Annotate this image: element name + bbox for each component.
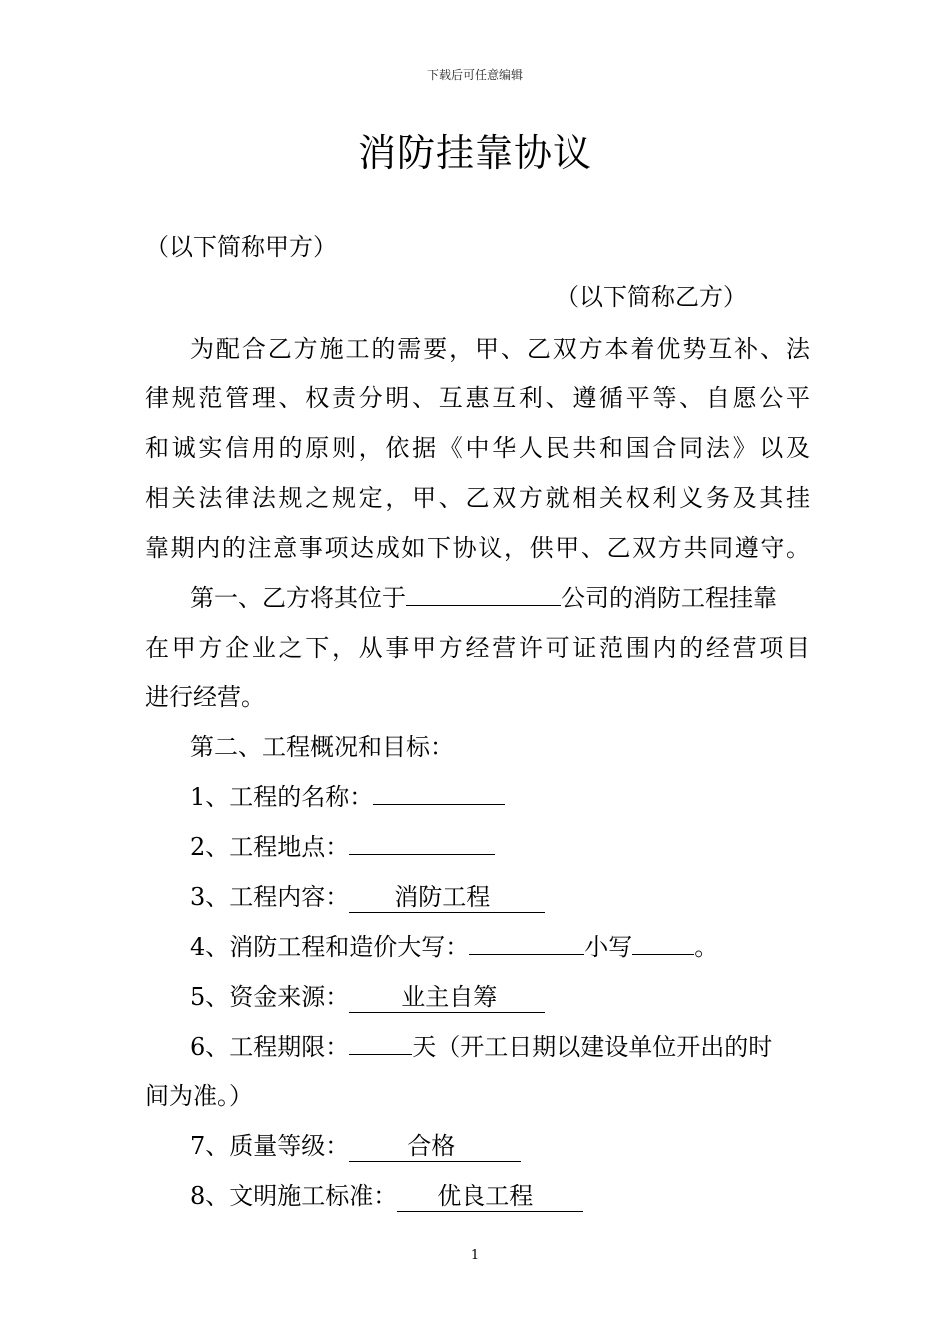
project-name-blank[interactable] [373, 774, 505, 805]
item-5-label: 5、资金来源： [190, 983, 350, 1011]
article1-line-2: 在甲方企业之下，从事甲方经营许可证范围内的经营项目 [145, 634, 810, 662]
civilized-standard-value: 优良工程 [437, 1182, 534, 1210]
duration-blank[interactable] [349, 1024, 412, 1055]
item-8 [190, 1171, 810, 1221]
item-1 [190, 772, 810, 822]
article2-heading: 第二、工程概况和目标： [190, 733, 454, 761]
article1-suffix: 公司的消防工程挂靠 [561, 584, 777, 612]
page-number: 1 [470, 1248, 480, 1263]
project-content-field[interactable] [349, 882, 545, 913]
project-content-value: 消防工程 [394, 883, 491, 911]
party-a-line: （以下简称甲方） [145, 233, 337, 261]
intro-line-4: 相关法律法规之规定，甲、乙双方就相关权利义务及其挂 [145, 484, 810, 512]
item-4-end: 。 [694, 933, 719, 961]
item-2-label: 2、工程地点： [190, 833, 350, 861]
item-4-label: 4、消防工程和造价大写： [190, 933, 470, 961]
project-location-blank[interactable] [349, 824, 495, 855]
item-5 [190, 972, 810, 1022]
funding-source-value: 业主自筹 [401, 983, 498, 1011]
article1-line-1 [190, 573, 810, 623]
item-7-label: 7、质量等级： [190, 1132, 350, 1160]
item-6-line-2: 间为准。） [145, 1082, 253, 1110]
item-3 [190, 872, 810, 922]
quality-grade-value: 合格 [407, 1132, 456, 1160]
intro-line-5: 靠期内的注意事项达成如下协议，供甲、乙双方共同遵守。 [145, 534, 810, 562]
intro-line-1: 为配合乙方施工的需要，甲、乙双方本着优势互补、法 [190, 335, 810, 363]
item-7 [190, 1121, 810, 1171]
party-b-line: （以下简称乙方） [555, 283, 747, 311]
civilized-standard-field[interactable] [397, 1181, 583, 1212]
document-title: 消防挂靠协议 [357, 131, 592, 175]
item-1-label: 1、工程的名称： [190, 783, 374, 811]
item-3-label: 3、工程内容： [190, 883, 350, 911]
item-4 [190, 922, 810, 972]
cost-lowercase-blank[interactable] [632, 924, 694, 955]
item-6-label: 6、工程期限： [190, 1033, 350, 1061]
page-header: 下载后可任意编辑 [426, 68, 523, 82]
quality-grade-field[interactable] [349, 1131, 521, 1162]
article1-line-3: 进行经营。 [145, 683, 265, 711]
cost-uppercase-blank[interactable] [469, 924, 584, 955]
item-8-label: 8、文明施工标准： [190, 1182, 398, 1210]
location-blank[interactable] [406, 575, 561, 606]
funding-source-field[interactable] [349, 982, 545, 1013]
intro-line-3: 和诚实信用的原则，依据《中华人民共和国合同法》以及 [145, 434, 810, 462]
item-6 [190, 1022, 810, 1072]
article1-prefix: 第一、乙方将其位于 [190, 584, 406, 612]
item-6-rest: 天（开工日期以建设单位开出的时 [412, 1033, 773, 1061]
intro-line-2: 律规范管理、权责分明、互惠互利、遵循平等、自愿公平 [145, 384, 810, 412]
item-2 [190, 822, 810, 872]
item-4-mid: 小写 [584, 933, 633, 961]
